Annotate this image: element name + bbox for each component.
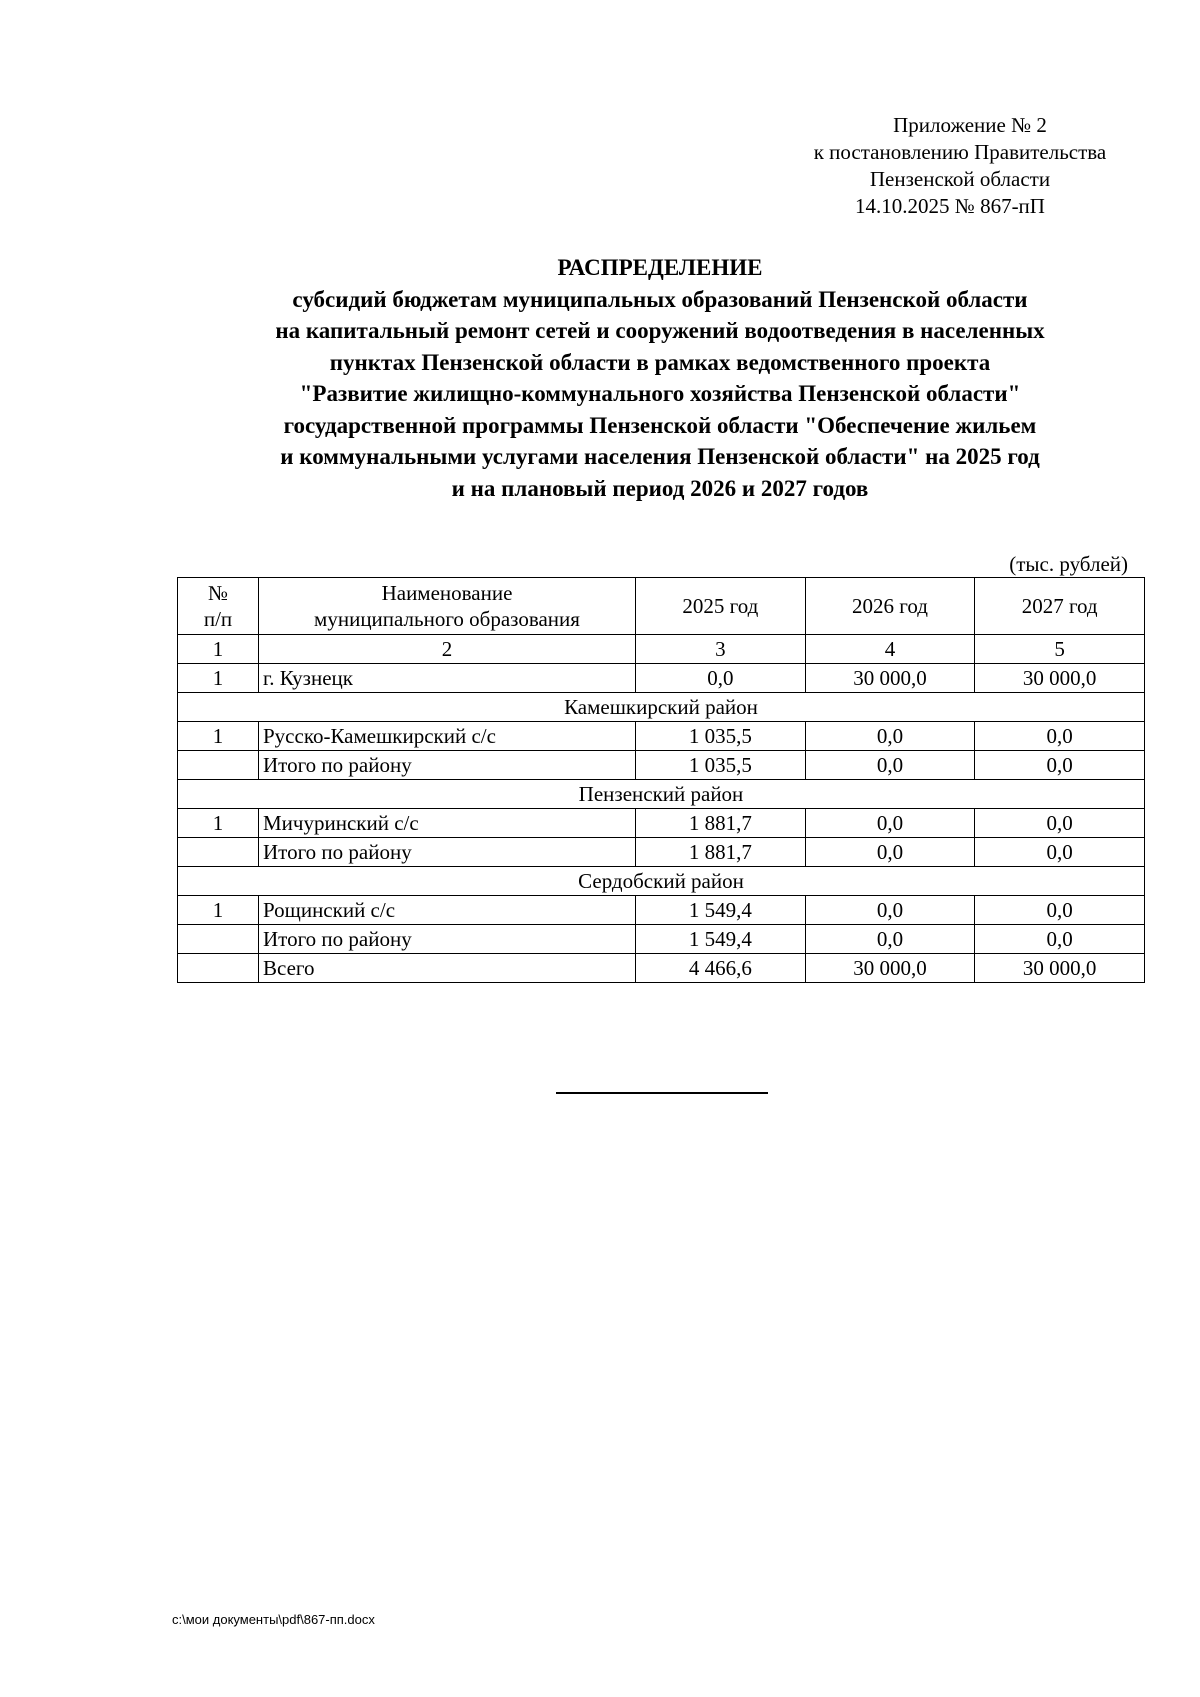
index-cell: 1 <box>178 635 259 664</box>
subtotal-row <box>178 925 1145 954</box>
header-name-line: Наименование <box>381 581 513 605</box>
row-2027: 0,0 <box>975 751 1145 780</box>
table-header-row <box>178 578 1145 635</box>
subtotal-row <box>178 838 1145 867</box>
header-2027: 2027 год <box>975 578 1145 635</box>
header-2026: 2026 год <box>805 578 975 635</box>
row-2027: 0,0 <box>975 838 1145 867</box>
subtotal-row <box>178 751 1145 780</box>
row-2027: 0,0 <box>975 925 1145 954</box>
table-row <box>178 722 1145 751</box>
row-num <box>178 954 259 983</box>
row-2026: 0,0 <box>805 838 975 867</box>
row-name: Мичуринский с/с <box>259 809 636 838</box>
header-num <box>178 578 259 635</box>
header-num-line: № <box>207 581 229 605</box>
row-num: 1 <box>178 664 259 693</box>
row-name: Итого по району <box>259 838 636 867</box>
row-2025: 1 035,5 <box>636 722 806 751</box>
index-cell: 4 <box>805 635 975 664</box>
row-2026: 0,0 <box>805 809 975 838</box>
row-name: Итого по району <box>259 751 636 780</box>
heading-line: и коммунальными услугами населения Пензенской области" на 2025 год <box>280 444 1040 469</box>
row-2025: 4 466,6 <box>636 954 806 983</box>
heading-line: государственной программы Пензенской области "Обеспечение жильем <box>283 412 1037 438</box>
row-name: Итого по району <box>259 925 636 954</box>
row-name: г. Кузнецк <box>259 664 636 693</box>
row-2027: 0,0 <box>975 722 1145 751</box>
header-name <box>259 578 636 635</box>
row-2026: 30 000,0 <box>805 664 975 693</box>
subsidy-table <box>177 577 1145 983</box>
row-2025: 1 881,7 <box>636 838 806 867</box>
row-2026: 0,0 <box>805 925 975 954</box>
district-row <box>178 867 1145 896</box>
row-num: 1 <box>178 722 259 751</box>
heading-line: субсидий бюджетам муниципальных образований Пензенской области <box>292 286 1028 312</box>
row-2027: 30 000,0 <box>975 664 1145 693</box>
row-2026: 30 000,0 <box>805 954 975 983</box>
row-name: Рощинский с/с <box>259 896 636 925</box>
row-2026: 0,0 <box>805 751 975 780</box>
appendix-region: Пензенской области <box>869 167 1051 191</box>
row-2025: 1 549,4 <box>636 896 806 925</box>
row-num: 1 <box>178 809 259 838</box>
district-row <box>178 780 1145 809</box>
row-num <box>178 751 259 780</box>
row-2027: 30 000,0 <box>975 954 1145 983</box>
row-2026: 0,0 <box>805 896 975 925</box>
document-heading <box>160 252 1160 504</box>
total-row <box>178 954 1145 983</box>
heading-line: "Развитие жилищно-коммунального хозяйства Пензенской области" <box>299 381 1021 406</box>
table-row <box>178 664 1145 693</box>
closing-rule <box>556 1092 768 1094</box>
appendix-block <box>780 112 1140 220</box>
row-name: Русско-Камешкирский с/с <box>259 722 636 751</box>
row-2026: 0,0 <box>805 722 975 751</box>
document-title: РАСПРЕДЕЛЕНИЕ <box>557 255 763 280</box>
district-title: Сердобский район <box>178 867 1145 896</box>
index-cell: 3 <box>636 635 806 664</box>
district-title: Пензенский район <box>178 780 1145 809</box>
row-2025: 1 881,7 <box>636 809 806 838</box>
row-2027: 0,0 <box>975 809 1145 838</box>
row-name: Всего <box>259 954 636 983</box>
row-2025: 1 549,4 <box>636 925 806 954</box>
table-row <box>178 896 1145 925</box>
header-num-line: п/п <box>203 607 233 631</box>
header-2025: 2025 год <box>636 578 806 635</box>
row-num: 1 <box>178 896 259 925</box>
heading-line: пунктах Пензенской области в рамках ведомственного проекта <box>329 349 991 375</box>
row-2025: 1 035,5 <box>636 751 806 780</box>
row-2025: 0,0 <box>636 664 806 693</box>
table-row <box>178 809 1145 838</box>
index-cell: 2 <box>259 635 636 664</box>
file-path-footer: c:\мои документы\pdf\867-пп.docx <box>172 1612 375 1627</box>
row-num <box>178 838 259 867</box>
row-num <box>178 925 259 954</box>
district-title: Камешкирский район <box>178 693 1145 722</box>
heading-line: на капитальный ремонт сетей и сооружений водоотведения в населенных <box>275 318 1045 343</box>
appendix-reference: к постановлению Правительства <box>813 140 1107 164</box>
appendix-number: Приложение № 2 <box>893 113 1047 137</box>
row-2027: 0,0 <box>975 896 1145 925</box>
appendix-date-number: 14.10.2025 № 867-пП <box>855 194 1045 218</box>
district-row <box>178 693 1145 722</box>
index-cell: 5 <box>975 635 1145 664</box>
units-note: (тыс. рублей) <box>1009 552 1128 576</box>
column-index-row <box>178 635 1145 664</box>
header-name-line: муниципального образования <box>314 607 580 631</box>
heading-line: и на плановый период 2026 и 2027 годов <box>451 475 869 501</box>
